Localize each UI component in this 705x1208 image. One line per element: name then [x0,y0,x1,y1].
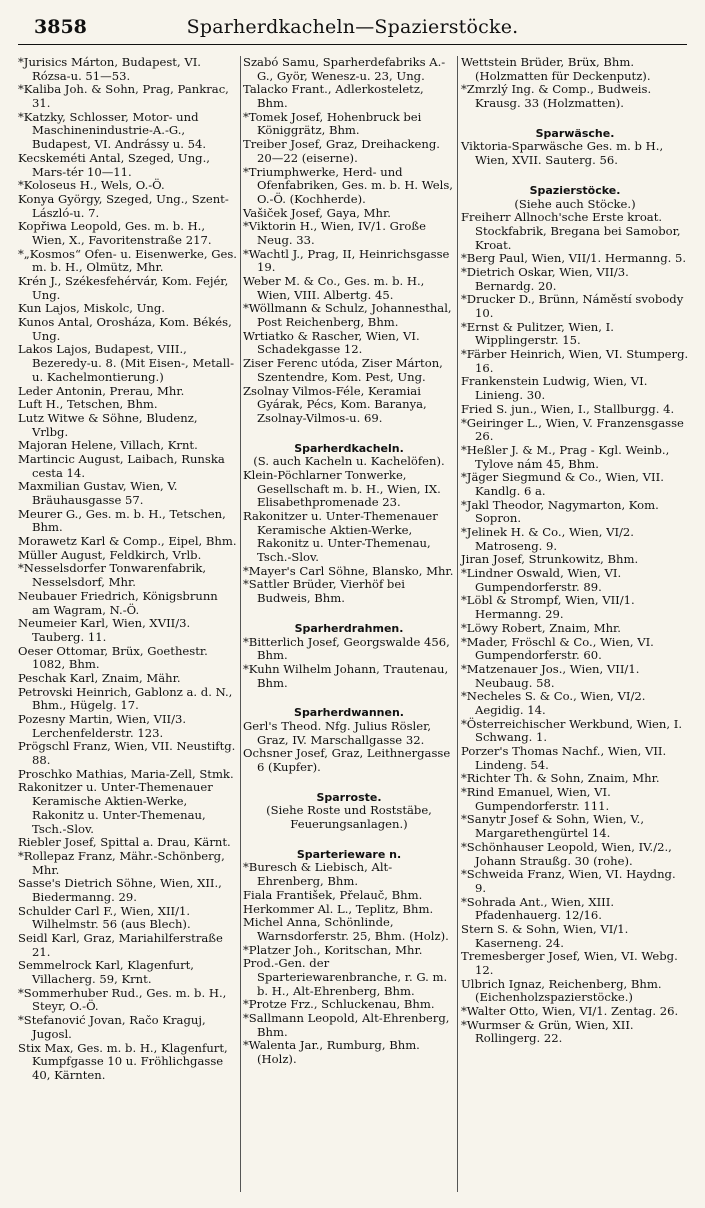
directory-entry: *Kuhn Wilhelm Johann, Trautenau, Bhm. [243,661,449,690]
directory-entry: Petrovski Heinrich, Gablonz a. d. N., Bhm., Hügelg. 17. [18,684,233,713]
column-2 [243,56,455,1067]
directory-entry: Szabó Samu, Sparherdefabriks A.-G., Györ, Wenesz-u. 23, Ung. [243,55,446,83]
directory-entry: Seidl Karl, Graz, Mariahilferstraße 21. [18,931,223,959]
directory-entry: *Sohrada Ant., Wien, XIII. Pfadenhauerg. 12/16. [461,894,615,923]
directory-entry: *Dietrich Oskar, Wien, VII/3. Bernardg. 20. [461,264,629,293]
directory-entry: Wrtiatko & Rascher, Wien, VI. Schadekgasse 12. [243,328,420,357]
directory-entry: *Schweida Franz, Wien, VI. Haydng. 9. [461,867,676,895]
entry-list [18,56,237,1083]
directory-entry: Lakos Lajos, Budapest, VIII., Bezeredy-u. 8. (Mit Eisen-, Metall- u. Kachelmontierung.) [18,342,235,384]
directory-entry: Gerl's Theod. Nfg. Julius Rösler, Graz, IV. Marschallgasse 32. [243,718,432,747]
directory-entry: Fiala František, Přelauč, Bhm. [243,887,423,902]
directory-entry: *Necheles S. & Co., Wien, VI/2. Aegidig. 14. [461,689,646,717]
directory-entry: *Sallmann Leopold, Alt-Ehrenberg, Bhm. [243,1011,450,1039]
directory-entry: *Mayer's Carl Söhne, Blansko, Mhr. [243,563,454,578]
entry-list [243,469,455,606]
column-divider [457,56,458,1192]
directory-entry: Proschko Mathias, Maria-Zell, Stmk. [18,766,234,781]
section-heading-sparroste: Sparroste. [316,790,382,804]
directory-entry: Maxmilian Gustav, Wien, V. Bräuhausgasse 57. [18,479,178,507]
page-header [18,14,687,40]
directory-entry: *Drucker D., Brünn, Náměstí svobody 10. [461,292,684,320]
directory-entry: Kecskeméti Antal, Szeged, Ung., Mars-tér 10—11. [18,150,210,179]
directory-entry: *Katzky, Schlosser, Motor- und Maschinenindustrie-A.-G., Budapest, VI. Andrássy u. 54. [18,109,207,152]
directory-entry: *Jurisics Márton, Budapest, VI. Rózsa-u. 51—53. [18,55,201,83]
directory-entry: *Protze Frz., Schluckenau, Bhm. [243,997,435,1012]
directory-entry: Prod.-Gen. der Sparteriewarenbranche, r. G. m. b. H., Alt-Ehrenberg, Bhm. [243,956,448,998]
directory-entry: Freiherr Allnoch'sche Erste kroat. Stockfabrik, Bregana bei Samobor, Kroat. [461,210,681,252]
directory-entry: *„Kosmos“ Ofen- u. Eisenwerke, Ges. m. b. H., Olmütz, Mhr. [18,246,237,275]
entry-list [461,56,689,111]
directory-entry: *Heßler J. & M., Prag - Kgl. Weinb., Tylove nám 45, Bhm. [461,442,670,471]
directory-entry: Kopřiwa Leopold, Ges. m. b. H., Wien, X., Favoritenstraße 217. [18,219,212,247]
directory-entry: Lutz Witwe & Söhne, Bludenz, Vrlbg. [18,410,198,439]
section-heading-sparterieware: Sparterieware n. [296,847,402,861]
directory-entry: Treiber Josef, Graz, Dreihackeng. 20—22 (eiserne). [243,137,440,165]
directory-entry: Porzer's Thomas Nachf., Wien, VII. Lindeng. 54. [461,744,667,772]
directory-entry: Ochsner Josef, Graz, Leithnergasse 6 (Kupfer). [243,746,451,774]
directory-entry: Luft H., Tetschen, Bhm. [18,397,158,412]
entry-list [461,211,689,1046]
running-title: Sparherdkacheln—Spazierstöcke. [186,16,519,38]
directory-entry: *Platzer Joh., Koritschan, Mhr. [243,942,423,957]
directory-entry: *Löwy Robert, Znaim, Mhr. [461,620,621,635]
directory-entry: *Kaliba Joh. & Sohn, Prag, Pankrac, 31. [18,82,229,111]
directory-entry: Stix Max, Ges. m. b. H., Klagenfurt, Kumpfgasse 10 u. Fröhlichgasse 40, Kärnten. [18,1040,228,1082]
directory-entry: *Jakl Theodor, Nagymarton, Kom. Sopron. [461,497,659,526]
directory-entry: Ziser Ferenc utóda, Ziser Márton, Szentendre, Kom. Pest, Ung. [243,356,443,384]
directory-entry: *Mader, Fröschl & Co., Wien, VI. Gumpendorferstr. 60. [461,634,654,663]
directory-entry: *Berg Paul, Wien, VII/1. Hermanng. 5. [461,251,687,266]
entry-list [243,636,455,691]
entry-list [243,720,455,775]
directory-entry: *Geiringer L., Wien, V. Franzensgasse 26. [461,415,684,444]
directory-entry: *Walter Otto, Wien, VI/1. Zentag. 26. [461,1004,679,1019]
directory-entry: *Wachtl J., Prag, II, Heinrichsgasse 19. [243,246,450,275]
directory-entry: Morawetz Karl & Comp., Eipel, Bhm. [18,534,237,549]
directory-entry: *Viktorin H., Wien, IV/1. Große Neug. 33. [243,219,427,247]
directory-entry: Pozesny Martin, Wien, VII/3. Lerchenfelderstr. 123. [18,712,187,740]
directory-entry: Rakonitzer u. Unter-Themenauer Keramische Aktien-Werke, Rakonitz u. Unter-Themenau, Tsch.-Slov. [18,780,213,836]
directory-entry: *Österreichischer Werkbund, Wien, I. Schwang. 1. [461,716,683,745]
directory-entry: Krén J., Székesfehérvár, Kom. Fejér, Ung. [18,274,229,302]
directory-entry: *Schönhauser Leopold, Wien, IV./2., Johann Straußg. 30 (rohe). [461,839,672,868]
directory-entry: *Koloseus H., Wels, O.-Ö. [18,178,165,193]
directory-entry: Fried S. jun., Wien, I., Stallburgg. 4. [461,401,675,416]
directory-entry: *Färber Heinrich, Wien, VI. Stumperg. 16. [461,347,689,375]
entry-list [243,861,455,1066]
directory-entry: *Sanytr Josef & Sohn, Wien, V., Margarethengürtel 14. [461,812,645,841]
directory-entry: Weber M. & Co., Ges. m. b. H., Wien, VIII. Albertg. 45. [243,274,425,302]
directory-entry: Zsolnay Vilmos-Féle, Keramiai Gyárak, Pécs, Kom. Baranya, Zsolnay-Vilmos-u. 69. [243,383,427,425]
directory-entry: *Jäger Siegmund & Co., Wien, VII. Kandlg. 6 a. [461,470,664,498]
column-divider [240,56,241,1192]
directory-entry: Kunos Antal, Orosháza, Kom. Békés, Ung. [18,315,232,343]
directory-entry: Stern S. & Sohn, Wien, VI/1. Kaserneng. 24. [461,921,629,950]
section-heading-spazierstoecke: Spazierstöcke. [529,183,621,197]
directory-entry: *Matzenauer Jos., Wien, VII/1. Neubaug. 58. [461,661,640,690]
directory-entry: Kun Lajos, Miskolc, Ung. [18,301,165,316]
directory-entry: Frankenstein Ludwig, Wien, VI. Linieng. 30. [461,374,648,403]
directory-entry: Neubauer Friedrich, Königsbrunn am Wagram, N.-Ö. [18,588,218,617]
directory-entry: Ulbrich Ignaz, Reichenberg, Bhm. (Eichenholzspazierstöcke.) [461,976,662,1005]
section-note: (Siehe auch Stöcke.) [514,196,636,211]
entry-list [243,56,455,426]
directory-entry: Prögschl Franz, Wien, VII. Neustiftg. 88. [18,739,236,768]
directory-entry: *Ernst & Pulitzer, Wien, I. Wipplingerstr. 15. [461,319,614,348]
header-rule [18,44,687,45]
directory-entry: Wettstein Brüder, Brüx, Bhm. (Holzmatten für Deckenputz). [461,55,651,83]
directory-entry: Viktoria-Sparwäsche Ges. m. b H., Wien, XVII. Sauterg. 56. [461,139,664,168]
directory-entry: *Wurmser & Grün, Wien, XII. Rollingerg. 22. [461,1017,634,1046]
directory-entry: *Lindner Oswald, Wien, VI. Gumpendorferstr. 89. [461,566,622,594]
directory-entry: Tremesberger Josef, Wien, VI. Webg. 12. [461,949,678,977]
directory-entry: *Löbl & Strompf, Wien, VII/1. Hermanng. 29. [461,593,635,622]
directory-entry: Rakonitzer u. Unter-Themenauer Keramische Aktien-Werke, Rakonitz u. Unter-Themenau, Tsch.-Slov. [243,509,438,565]
section-heading-sparherdrahmen: Sparherdrahmen. [294,621,404,635]
directory-entry: *Stefanović Jovan, Račo Kraguj, Jugosl. [18,1013,206,1041]
directory-entry: Klein-Pöchlarner Tonwerke, Gesellschaft m. b. H., Wien, IX. Elisabethpromenade 23. [243,467,441,510]
directory-entry: Müller August, Feldkirch, Vrlb. [18,547,202,562]
directory-entry: *Sattler Brüder, Vierhöf bei Budweis, Bhm. [243,577,405,606]
column-1 [18,56,237,1083]
directory-entry: *Rollepaz Franz, Mähr.-Schönberg, Mhr. [18,848,225,877]
directory-entry: Sasse's Dietrich Söhne, Wien, XII., Biedermanng. 29. [18,876,222,904]
directory-entry: *Jelinek H. & Co., Wien, VI/2. Matroseng. 9. [461,525,634,553]
directory-entry: Majoran Helene, Villach, Krnt. [18,438,198,453]
entry-list [461,140,689,167]
directory-entry: *Tomek Josef, Hohenbruck bei Königgrätz, Bhm. [243,109,422,138]
directory-entry: Herkommer Al. L., Teplitz, Bhm. [243,901,434,916]
directory-entry: *Wöllmann & Schulz, Johannesthal, Post Reichenberg, Bhm. [243,301,452,330]
section-note: (Siehe Roste und Roststäbe, Feuerungsanlagen.) [266,803,432,832]
section-heading-sparwaesche: Sparwäsche. [535,126,615,140]
directory-entry: Jiran Josef, Strunkowitz, Bhm. [461,552,639,567]
directory-entry: *Richter Th. & Sohn, Znaim, Mhr. [461,771,660,786]
directory-entry: Meurer G., Ges. m. b. H., Tetschen, Bhm. [18,506,226,535]
directory-entry: Vašiček Josef, Gaya, Mhr. [243,205,391,220]
directory-entry: *Nesselsdorfer Tonwarenfabrik, Nesselsdorf, Mhr. [18,561,207,590]
directory-entry: Schulder Carl F., Wien, XII/1. Wilhelmstr. 56 (aus Blech). [18,903,191,932]
directory-entry: *Rind Emanuel, Wien, VI. Gumpendorferstr. 111. [461,785,611,813]
directory-entry: *Triumphwerke, Herd- und Ofenfabriken, Ges. m. b. H. Wels, O.-Ö. (Kochherde). [243,164,453,206]
directory-entry: Riebler Josef, Spittal a. Drau, Kärnt. [18,835,231,850]
directory-entry: Michel Anna, Schönlinde, Warnsdorferstr. 25, Bhm. (Holz). [243,915,449,943]
directory-entry: *Walenta Jar., Rumburg, Bhm. (Holz). [243,1038,420,1067]
directory-entry: Semmelrock Karl, Klagenfurt, Villacherg. 59, Krnt. [18,958,194,987]
section-heading-sparherdwannen: Sparherdwannen. [294,706,404,720]
directory-entry: Oeser Ottomar, Brüx, Goethestr. 1082, Bhm. [18,643,208,672]
directory-entry: Leder Antonin, Prerau, Mhr. [18,383,185,398]
section-note: (S. auch Kacheln u. Kachelöfen). [253,454,445,469]
section-heading-sparherdkacheln: Sparherdkacheln. [294,441,404,455]
directory-entry: *Bitterlich Josef, Georgswalde 456, Bhm. [243,634,450,663]
directory-entry: Peschak Karl, Znaim, Mähr. [18,670,181,685]
directory-entry: Konya György, Szeged, Ung., Szent-László-u. 7. [18,191,229,220]
directory-entry: Neumeier Karl, Wien, XVII/3. Tauberg. 11. [18,616,191,644]
page-number: 3858 [34,16,87,38]
directory-entry: *Buresch & Liebisch, Alt-Ehrenberg, Bhm. [243,860,393,889]
directory-entry: *Zmrzlý Ing. & Comp., Budweis. Krausg. 33 (Holzmatten). [461,82,652,111]
column-3 [461,56,689,1046]
directory-entry: Martincic August, Laibach, Runska cesta 14. [18,451,225,480]
directory-entry: Talacko Frant., Adlerkosteletz, Bhm. [243,82,424,111]
directory-entry: *Sommerhuber Rud., Ges. m. b. H., Steyr, O.-Ö. [18,985,227,1014]
